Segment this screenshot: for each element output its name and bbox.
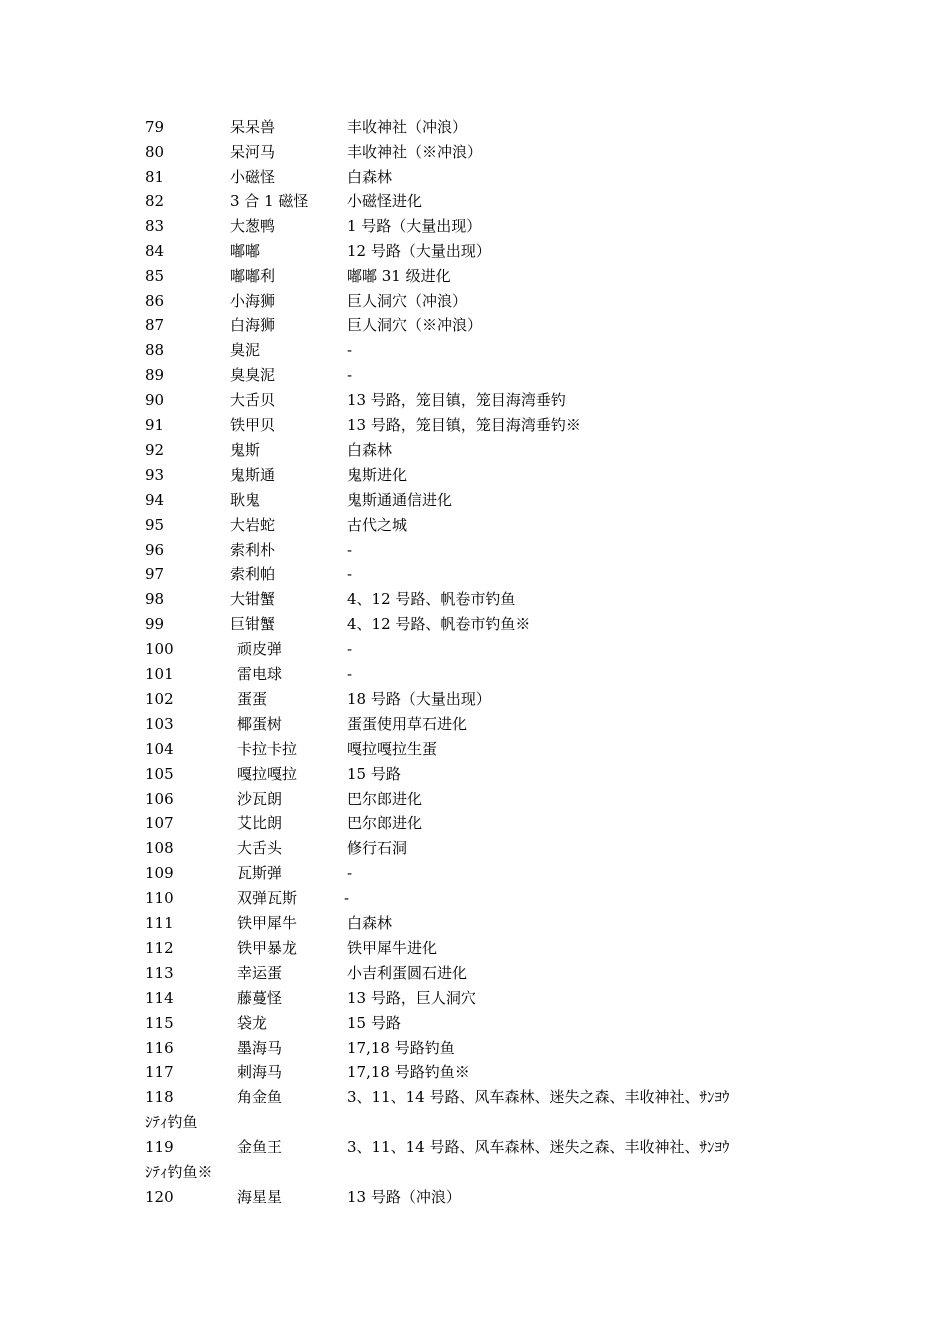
pokemon-name: 大岩蛇 xyxy=(230,516,276,534)
pokemon-number: 103 xyxy=(145,715,174,733)
location-continuation: ｼﾃｨ钓鱼※ xyxy=(145,1163,213,1181)
pokemon-number: 92 xyxy=(145,441,165,459)
pokemon-number: 94 xyxy=(145,491,165,509)
pokemon-location: 古代之城 xyxy=(347,516,408,534)
list-item xyxy=(0,313,950,338)
pokemon-number: 106 xyxy=(145,790,174,808)
pokemon-number: 82 xyxy=(145,192,165,210)
pokemon-location: - xyxy=(347,366,353,384)
list-item xyxy=(0,886,950,911)
pokemon-name: 耿鬼 xyxy=(230,491,261,509)
list-item xyxy=(0,1011,950,1036)
pokemon-number: 108 xyxy=(145,839,174,857)
pokemon-name: 鬼斯通 xyxy=(230,466,276,484)
list-item xyxy=(0,811,950,836)
pokemon-number: 105 xyxy=(145,765,174,783)
pokemon-location: 12 号路（大量出现） xyxy=(347,242,491,260)
list-item xyxy=(0,637,950,662)
pokemon-location: 4、12 号路、帆卷市钓鱼※ xyxy=(347,615,531,633)
pokemon-name: 金鱼王 xyxy=(237,1138,283,1156)
list-item xyxy=(0,463,950,488)
pokemon-number: 117 xyxy=(145,1063,174,1081)
pokemon-number: 115 xyxy=(145,1014,174,1032)
list-item xyxy=(0,911,950,936)
pokemon-name: 巨钳蟹 xyxy=(230,615,276,633)
pokemon-name: 角金鱼 xyxy=(237,1088,283,1106)
pokemon-location: 15 号路 xyxy=(347,1014,401,1032)
pokemon-name: 卡拉卡拉 xyxy=(237,740,298,758)
pokemon-location: - xyxy=(347,640,353,658)
pokemon-number: 102 xyxy=(145,690,174,708)
pokemon-number: 97 xyxy=(145,565,165,583)
pokemon-location: 巨人洞穴（※冲浪） xyxy=(347,316,483,334)
pokemon-number: 88 xyxy=(145,341,165,359)
pokemon-name: 小海狮 xyxy=(230,292,276,310)
pokemon-name: 索利帕 xyxy=(230,565,276,583)
pokemon-location: 丰收神社（冲浪） xyxy=(347,118,468,136)
pokemon-location: 嘎拉嘎拉生蛋 xyxy=(347,740,438,758)
pokemon-location: 巴尔郎进化 xyxy=(347,790,423,808)
list-item xyxy=(0,189,950,214)
pokemon-location: 17,18 号路钓鱼※ xyxy=(347,1063,470,1081)
pokemon-location: 丰收神社（※冲浪） xyxy=(347,143,483,161)
pokemon-number: 109 xyxy=(145,864,174,882)
list-item xyxy=(0,762,950,787)
list-item xyxy=(0,239,950,264)
pokemon-name: 海星星 xyxy=(237,1188,283,1206)
list-item xyxy=(0,115,950,140)
pokemon-number: 91 xyxy=(145,416,165,434)
pokemon-number: 107 xyxy=(145,814,174,832)
pokemon-number: 118 xyxy=(145,1088,174,1106)
list-item xyxy=(0,214,950,239)
pokemon-name: 铁甲贝 xyxy=(230,416,276,434)
pokemon-name: 白海狮 xyxy=(230,316,276,334)
pokemon-name: 呆河马 xyxy=(230,143,276,161)
list-item xyxy=(0,1060,950,1085)
pokemon-location: - xyxy=(347,665,353,683)
pokemon-location: - xyxy=(347,565,353,583)
pokemon-number: 111 xyxy=(145,914,174,932)
pokemon-location: 15 号路 xyxy=(347,765,401,783)
pokemon-number: 87 xyxy=(145,316,165,334)
list-item xyxy=(0,1036,950,1061)
pokemon-location: 白森林 xyxy=(347,914,393,932)
list-item xyxy=(0,363,950,388)
list-item xyxy=(0,712,950,737)
pokemon-location: 13 号路，笼目镇，笼目海湾垂钓※ xyxy=(347,416,581,434)
pokemon-name: 嘟嘟利 xyxy=(230,267,276,285)
list-item xyxy=(0,562,950,587)
pokemon-location: 17,18 号路钓鱼 xyxy=(347,1039,455,1057)
pokemon-number: 90 xyxy=(145,391,165,409)
pokemon-name: 蛋蛋 xyxy=(237,690,268,708)
pokemon-location: 4、12 号路、帆卷市钓鱼 xyxy=(347,590,516,608)
pokemon-name: 艾比朗 xyxy=(237,814,283,832)
pokemon-name: 索利朴 xyxy=(230,541,276,559)
pokemon-name: 大葱鸭 xyxy=(230,217,276,235)
pokemon-location: 小吉利蛋圆石进化 xyxy=(347,964,468,982)
list-item xyxy=(0,438,950,463)
list-item xyxy=(0,612,950,637)
pokemon-location: 修行石洞 xyxy=(347,839,408,857)
list-item xyxy=(0,787,950,812)
list-item xyxy=(0,687,950,712)
pokemon-location: 小磁怪进化 xyxy=(347,192,423,210)
pokemon-name: 嘟嘟 xyxy=(230,242,261,260)
pokemon-number: 114 xyxy=(145,989,174,1007)
pokemon-name: 嘎拉嘎拉 xyxy=(237,765,298,783)
pokemon-location: 18 号路（大量出现） xyxy=(347,690,491,708)
pokemon-number: 101 xyxy=(145,665,174,683)
pokemon-number: 84 xyxy=(145,242,165,260)
pokemon-name: 墨海马 xyxy=(237,1039,283,1057)
pokemon-location: 蛋蛋使用草石进化 xyxy=(347,715,468,733)
pokemon-name: 大钳蟹 xyxy=(230,590,276,608)
pokemon-location: 嘟嘟 31 级进化 xyxy=(347,267,451,285)
pokemon-location: 白森林 xyxy=(347,168,393,186)
pokemon-number: 83 xyxy=(145,217,165,235)
pokemon-number: 79 xyxy=(145,118,165,136)
pokemon-number: 96 xyxy=(145,541,165,559)
pokemon-number: 93 xyxy=(145,466,165,484)
pokemon-name: 椰蛋树 xyxy=(237,715,283,733)
list-item xyxy=(0,662,950,687)
pokemon-name: 鬼斯 xyxy=(230,441,261,459)
list-item xyxy=(0,488,950,513)
list-item xyxy=(0,513,950,538)
list-item xyxy=(0,140,950,165)
pokemon-name: 呆呆兽 xyxy=(230,118,276,136)
list-item xyxy=(0,289,950,314)
pokemon-location: 白森林 xyxy=(347,441,393,459)
list-item xyxy=(0,737,950,762)
pokemon-number: 112 xyxy=(145,939,174,957)
list-item xyxy=(0,1085,950,1110)
pokemon-name: 3 合 1 磁怪 xyxy=(230,192,309,210)
pokemon-location: 鬼斯通通信进化 xyxy=(347,491,453,509)
list-item xyxy=(0,587,950,612)
pokemon-name: 臭泥 xyxy=(230,341,261,359)
pokemon-location: 巨人洞穴（冲浪） xyxy=(347,292,468,310)
pokemon-name: 臭臭泥 xyxy=(230,366,276,384)
pokemon-location: - xyxy=(347,341,353,359)
pokemon-location: 3、11、14 号路、风车森林、迷失之森、丰收神社、ｻﾝﾖｳ xyxy=(347,1138,730,1156)
pokemon-name: 刺海马 xyxy=(237,1063,283,1081)
list-item xyxy=(0,388,950,413)
pokemon-name: 顽皮弹 xyxy=(237,640,283,658)
pokemon-number: 80 xyxy=(145,143,165,161)
pokemon-number: 85 xyxy=(145,267,165,285)
pokemon-name: 双弹瓦斯 xyxy=(237,889,298,907)
pokemon-location: 13 号路（冲浪） xyxy=(347,1188,461,1206)
pokemon-number: 116 xyxy=(145,1039,174,1057)
list-item xyxy=(0,338,950,363)
pokemon-number: 86 xyxy=(145,292,165,310)
pokemon-number: 89 xyxy=(145,366,165,384)
pokemon-name: 幸运蛋 xyxy=(237,964,283,982)
pokemon-location: 鬼斯进化 xyxy=(347,466,408,484)
pokemon-number: 100 xyxy=(145,640,174,658)
pokemon-name: 瓦斯弹 xyxy=(237,864,283,882)
pokemon-number: 99 xyxy=(145,615,165,633)
list-item xyxy=(0,861,950,886)
list-item xyxy=(0,836,950,861)
pokemon-number: 113 xyxy=(145,964,174,982)
list-item xyxy=(0,413,950,438)
pokemon-name: 雷电球 xyxy=(237,665,283,683)
pokemon-number: 104 xyxy=(145,740,174,758)
pokemon-name: 铁甲犀牛 xyxy=(237,914,298,932)
pokemon-number: 95 xyxy=(145,516,165,534)
pokemon-name: 藤蔓怪 xyxy=(237,989,283,1007)
pokemon-location: - xyxy=(344,889,350,907)
pokemon-name: 大舌头 xyxy=(237,839,283,857)
pokemon-name: 小磁怪 xyxy=(230,168,276,186)
pokemon-number: 110 xyxy=(145,889,174,907)
pokemon-number: 98 xyxy=(145,590,165,608)
pokemon-location: 巴尔郎进化 xyxy=(347,814,423,832)
pokemon-name: 袋龙 xyxy=(237,1014,268,1032)
pokemon-number: 120 xyxy=(145,1188,174,1206)
list-item xyxy=(0,165,950,190)
pokemon-number: 81 xyxy=(145,168,165,186)
pokemon-location: 13 号路，巨人洞穴 xyxy=(347,989,476,1007)
list-item xyxy=(0,538,950,563)
pokemon-name: 铁甲暴龙 xyxy=(237,939,298,957)
list-item xyxy=(0,1135,950,1160)
pokemon-location: - xyxy=(347,864,353,882)
location-continuation: ｼﾃｨ钓鱼 xyxy=(145,1113,198,1131)
pokemon-name: 大舌贝 xyxy=(230,391,276,409)
pokemon-location: 铁甲犀牛进化 xyxy=(347,939,438,957)
list-item xyxy=(0,986,950,1011)
pokemon-location: 1 号路（大量出现） xyxy=(347,217,482,235)
list-item xyxy=(0,961,950,986)
list-item xyxy=(0,1185,950,1210)
pokemon-location: - xyxy=(347,541,353,559)
pokemon-location: 13 号路，笼目镇，笼目海湾垂钓 xyxy=(347,391,566,409)
pokemon-location: 3、11、14 号路、风车森林、迷失之森、丰收神社、ｻﾝﾖｳ xyxy=(347,1088,730,1106)
pokemon-number: 119 xyxy=(145,1138,174,1156)
list-item xyxy=(0,264,950,289)
pokemon-name: 沙瓦朗 xyxy=(237,790,283,808)
list-item xyxy=(0,936,950,961)
